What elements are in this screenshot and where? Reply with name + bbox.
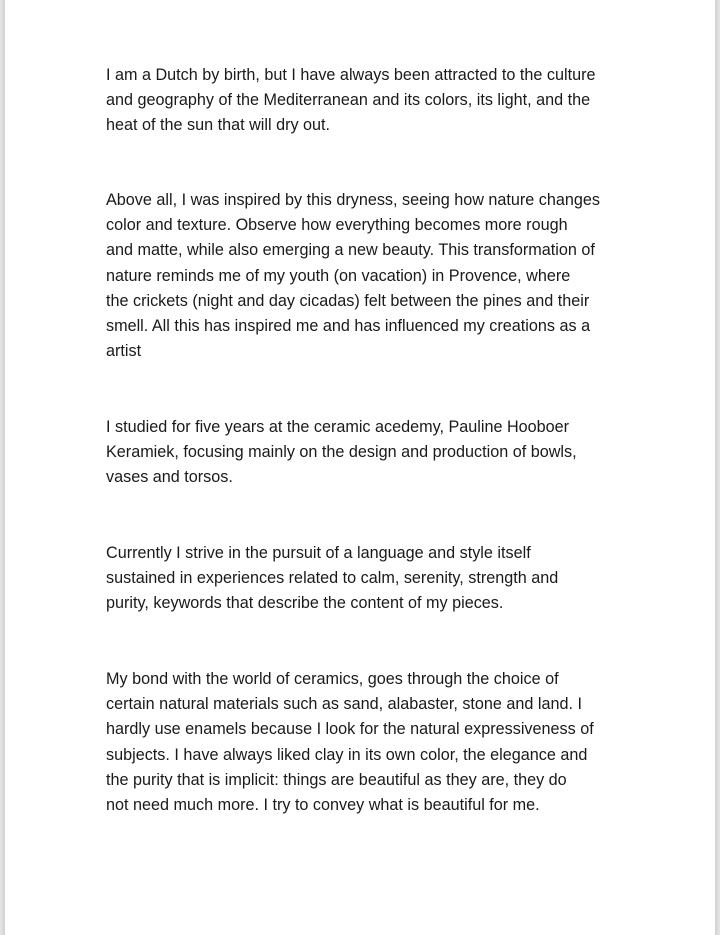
paragraph-origin [106,63,596,139]
text-line: Keramiek, focusing mainly on the design and production of bowls, [106,443,577,462]
text-line: hardly use enamels because I look for the natural expressiveness of [106,720,594,739]
text-line: I am a Dutch by birth, but I have always been attracted to the culture [106,66,596,84]
text-line: certain natural materials such as sand, alabaster, stone and land. I [106,695,583,714]
paragraph-inspiration [106,188,600,364]
document-page [5,0,715,935]
text-line: sustained in experiences related to calm, serenity, strength and [106,569,559,588]
text-line: nature reminds me of my youth (on vacation) in Provence, where [106,266,571,285]
text-line: smell. All this has inspired me and has influenced my creations as a [106,317,591,336]
text-line: heat of the sun that will dry out. [106,116,331,135]
text-line: Above all, I was inspired by this dryness, seeing how nature changes [106,191,600,209]
text-line: and geography of the Mediterranean and its colors, its light, and the [106,91,591,110]
text-line: Currently I strive in the pursuit of a language and style itself [106,544,531,562]
paragraph-style [106,541,558,617]
text-line: vases and torsos. [106,468,233,487]
text-line: color and texture. Observe how everything becomes more rough [106,216,568,235]
text-line: the crickets (night and day cicadas) felt between the pines and their [106,291,590,310]
text-line: the purity that is implicit: things are beautiful as they are, they do [106,770,567,789]
text-line: purity, keywords that describe the content of my pieces. [106,594,504,613]
text-line: I studied for five years at the ceramic acedemy, Pauline Hooboer [106,418,570,436]
text-line: My bond with the world of ceramics, goes through the choice of [106,670,559,688]
text-line: and matte, while also emerging a new beauty. This transformation of [106,241,595,260]
text-line: artist [106,342,142,361]
text-line: subjects. I have always liked clay in its own color, the elegance and [106,745,588,764]
paragraph-materials [106,667,594,818]
paragraph-education [106,415,577,491]
text-line: not need much more. I try to convey what is beautiful for me. [106,796,540,815]
page-edge-right [715,0,720,935]
